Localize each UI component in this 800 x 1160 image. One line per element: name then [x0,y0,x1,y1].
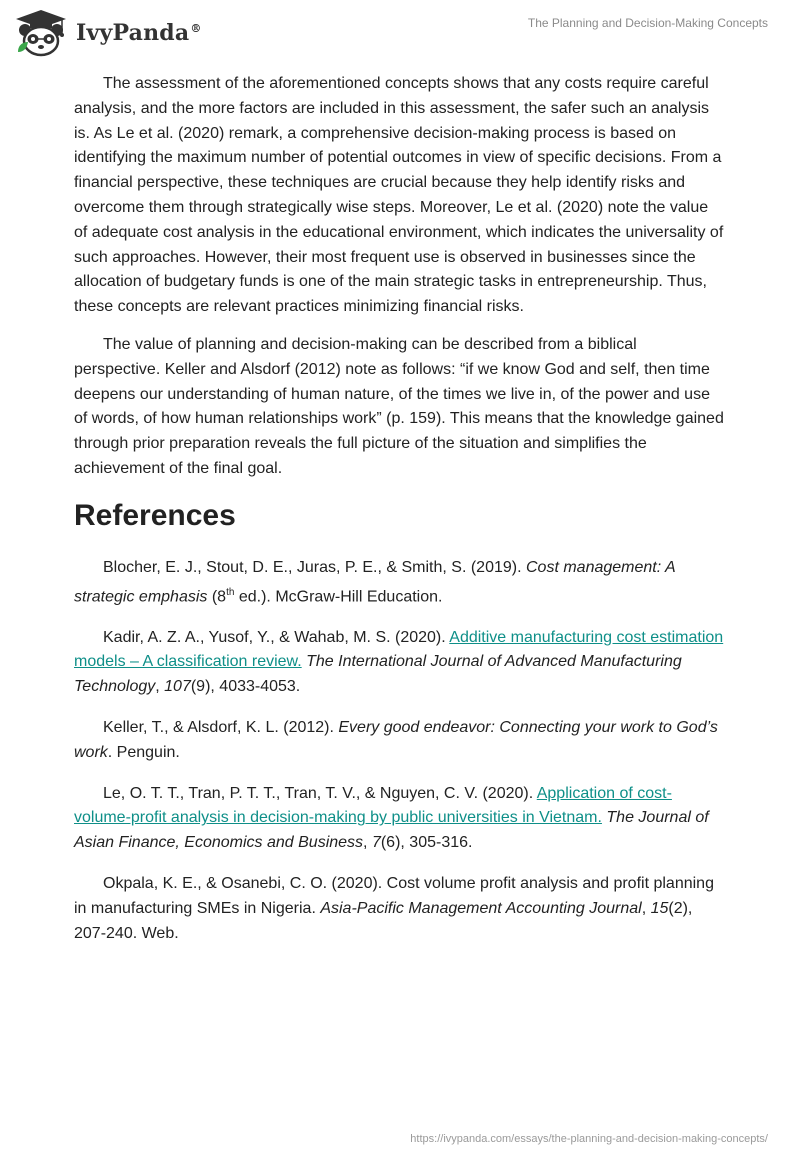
reference-link[interactable]: Additive manufacturing cost estimation models – A classification review. [74,628,724,671]
source-url[interactable]: https://ivypanda.com/essays/the-planning-and-decision-making-concepts/ [410,1133,768,1145]
document-title: The Planning and Decision-Making Concepts [527,16,768,30]
registered-mark: ® [190,21,202,35]
reference-link[interactable]: Application of cost-volume-profit analysis in decision-making by public universities in Vietnam. [74,784,672,827]
page-header [0,0,800,70]
reference-item: Kadir, A. Z. A., Yusof, Y., & Wahab, M. S. (2020). Additive manufacturing cost estimation models – A classification review. The International Journal of Advanced Manufacturing Technology, 107(9), 4033-4053. [74,628,724,696]
reference-journal: Asia-Pacific Management Accounting Journal [320,899,642,917]
reference-journal: The Journal of Asian Finance, Economics and Business [74,809,709,852]
reference-item: Blocher, E. J., Stout, D. E., Juras, P. E., & Smith, S. (2019). Cost management: A strategic emphasis (8th ed.). McGraw-Hill Education. [74,558,676,605]
brand-name: IvyPanda® [76,20,202,46]
panda-logo-icon [12,8,70,58]
reference-item: Okpala, K. E., & Osanebi, C. O. (2020). Cost volume profit analysis and profit planning in manufacturing SMEs in Nigeria. Asia-Pacific Management Accounting Journal, 15(2), 207-240. Web. [74,875,714,942]
reference-title: Every good endeavor: Connecting your work to God’s work [74,719,718,761]
body-paragraph-1: The assessment of the aforementioned concepts shows that any costs require careful analysis, and the more factors are included in this assessment, the safer such an analysis is. As Le et al. (2020) remark, a comprehensive decision-making process is based on identifying the maximum number of potential outcomes in view of specific decisions. From a financial perspective, these techniques are crucial because they help identify risks and overcome them through strategically wise steps. Moreover, Le et al. (2020) note the value of adequate cost analysis in the educational environment, which indicates the universality of such approaches. However, their most frequent use is observed in businesses since the allocation of budgetary funds is one of the main strategic tasks in entrepreneurship. Thus, these concepts are relevant practices minimizing financial risks. [74,75,724,316]
ivypanda-logo[interactable] [12,8,202,58]
reference-item: Keller, T., & Alsdorf, K. L. (2012). Every good endeavor: Connecting your work to God’s work. Penguin. [74,719,718,761]
reference-item: Le, O. T. T., Tran, P. T. T., Tran, T. V., & Nguyen, C. V. (2020). Application of cost-volume-profit analysis in decision-making by public universities in Vietnam. The Journal of Asian Finance, Economics and Business, 7(6), 305-316. [74,784,709,852]
essay-content [74,72,724,962]
body-paragraph-2: The value of planning and decision-making can be described from a biblical perspective. Keller and Alsdorf (2012) note as follows: “if we know God and self, then time deepens our understanding of human nature, of the times we live in, of the power and use of words, of how human relationships work” (p. 159). This means that the knowledge gained through prior preparation reveals the full picture of the situation and simplifies the achievement of the final goal. [74,335,724,477]
reference-title: Cost management: A strategic emphasis [74,558,676,605]
reference-journal: The International Journal of Advanced Manufacturing Technology [74,653,682,696]
references-heading: References [74,498,236,532]
